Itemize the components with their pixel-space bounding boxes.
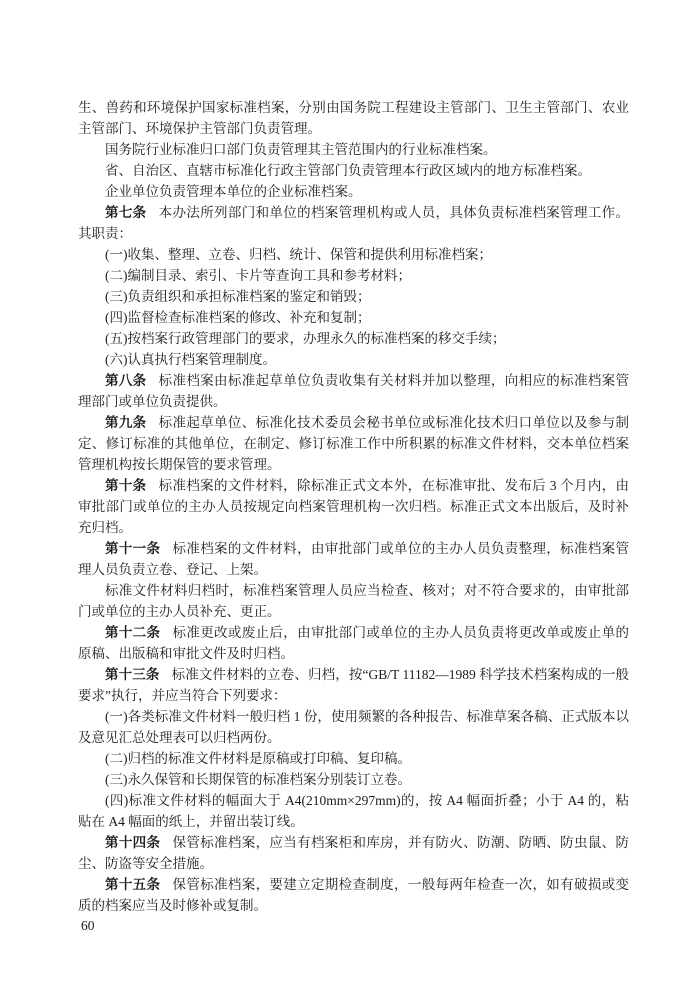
paragraph-text: 标准档案由标准起草单位负责收集有关材料并加以整理，向相应的标准档案管理部门或单位负责提供。	[78, 373, 630, 409]
paragraph	[78, 475, 629, 538]
paragraph-text: (二)归档的标准文件材料是原稿或打印稿、复印稿。	[105, 751, 411, 766]
paragraph-text: 国务院行业标准归口部门负责管理其主管范围内的行业标准档案。	[105, 142, 497, 157]
paragraph	[78, 265, 629, 286]
paragraph	[78, 202, 629, 244]
paragraph-text: 保管标准档案，应当有档案柜和库房，并有防火、防潮、防晒、防虫鼠、防尘、防盗等安全措施。	[78, 835, 630, 871]
paragraph	[78, 538, 629, 580]
article-heading: 第九条	[105, 415, 147, 430]
paragraph-text: (四)标准文件材料的幅面大于 A4(210mm×297mm)的，按 A4 幅面折叠；小于 A4 的，粘贴在 A4 幅面的纸上，并留出装订线。	[78, 793, 629, 829]
paragraph-text: (四)监督检查标准档案的修改、补充和复制；	[105, 310, 371, 325]
article-heading: 第十三条	[105, 667, 160, 682]
paragraph	[78, 412, 629, 475]
paragraph-text: (五)按档案行政管理部门的要求，办理永久的标准档案的移交手续；	[105, 331, 506, 346]
paragraph	[78, 370, 629, 412]
paragraph-text: (三)负责组织和承担标准档案的鉴定和销毁；	[105, 289, 371, 304]
page-number: 60	[81, 918, 95, 933]
paragraph-text: 标准文件材料的立卷、归档，按“GB/T 11182—1989 科学技术档案构成的一般要求”执行，并应当符合下列要求：	[78, 667, 629, 703]
document-body	[78, 97, 629, 916]
paragraph	[78, 286, 629, 307]
article-heading: 第八条	[105, 373, 147, 388]
paragraph-text: 保管标准档案，要建立定期检查制度，一般每两年检查一次，如有破损或变质的档案应当及时修补或复制。	[78, 877, 630, 913]
paragraph-text: 企业单位负责管理本单位的企业标准档案。	[105, 184, 362, 199]
paragraph-text: 省、自治区、直辖市标准化行政主管部门负责管理本行政区域内的地方标准档案。	[105, 163, 591, 178]
article-heading: 第十二条	[105, 625, 161, 640]
paragraph	[78, 664, 629, 706]
article-heading: 第十四条	[105, 835, 161, 850]
paragraph-text: (一)收集、整理、立卷、归档、统计、保管和提供利用标准档案；	[105, 247, 492, 262]
paragraph	[78, 622, 629, 664]
paragraph-text: 标准档案的文件材料，由审批部门或单位的主办人员负责整理，标准档案管理人员负责立卷、登记、上架。	[78, 541, 630, 577]
paragraph-text: 标准起草单位、标准化技术委员会秘书单位或标准化技术归口单位以及参与制定、修订标准的其他单位，在制定、修订标准工作中所积累的标准文件材料，交本单位档案管理机构按长期保管的要求管理。	[78, 415, 630, 472]
paragraph-text: 标准档案的文件材料，除标准正式文本外，在标准审批、发布后 3 个月内，由审批部门或单位的主办人员按规定向档案管理机构一次归档。标准正式文本出版后，及时补充归档。	[78, 478, 630, 535]
paragraph	[78, 748, 629, 769]
paragraph	[78, 769, 629, 790]
paragraph-text: (一)各类标准文件材料一般归档 1 份，使用频繁的各种报告、标准草案各稿、正式版本以及意见汇总处理表可以归档两份。	[78, 709, 629, 745]
paragraph	[78, 181, 629, 202]
paragraph	[78, 874, 629, 916]
article-heading: 第十条	[105, 478, 147, 493]
paragraph-text: 标准更改或废止后，由审批部门或单位的主办人员负责将更改单或废止单的原稿、出版稿和审批文件及时归档。	[78, 625, 630, 661]
paragraph	[78, 832, 629, 874]
article-heading: 第十一条	[105, 541, 161, 556]
paragraph	[78, 244, 629, 265]
paragraph-text: 生、兽药和环境保护国家标准档案，分别由国务院工程建设主管部门、卫生主管部门、农业主管部门、环境保护主管部门负责管理。	[78, 100, 629, 136]
paragraph-text: (三)永久保管和长期保管的标准档案分别装订立卷。	[105, 772, 411, 787]
paragraph	[78, 706, 629, 748]
paragraph-text: (二)编制目录、索引、卡片等查询工具和参考材料；	[105, 268, 411, 283]
paragraph	[78, 139, 629, 160]
paragraph	[78, 97, 629, 139]
paragraph	[78, 790, 629, 832]
paragraph	[78, 160, 629, 181]
paragraph	[78, 580, 629, 622]
paragraph-text: (六)认真执行档案管理制度。	[105, 352, 276, 367]
paragraph	[78, 328, 629, 349]
paragraph	[78, 349, 629, 370]
article-heading: 第十五条	[105, 877, 161, 892]
paragraph-text: 本办法所列部门和单位的档案管理机构或人员，具体负责标准档案管理工作。其职责：	[78, 205, 630, 241]
paragraph	[78, 307, 629, 328]
paragraph-text: 标准文件材料归档时，标准档案管理人员应当检查、核对；对不符合要求的，由审批部门或单位的主办人员补充、更正。	[78, 583, 629, 619]
article-heading: 第七条	[105, 205, 147, 220]
